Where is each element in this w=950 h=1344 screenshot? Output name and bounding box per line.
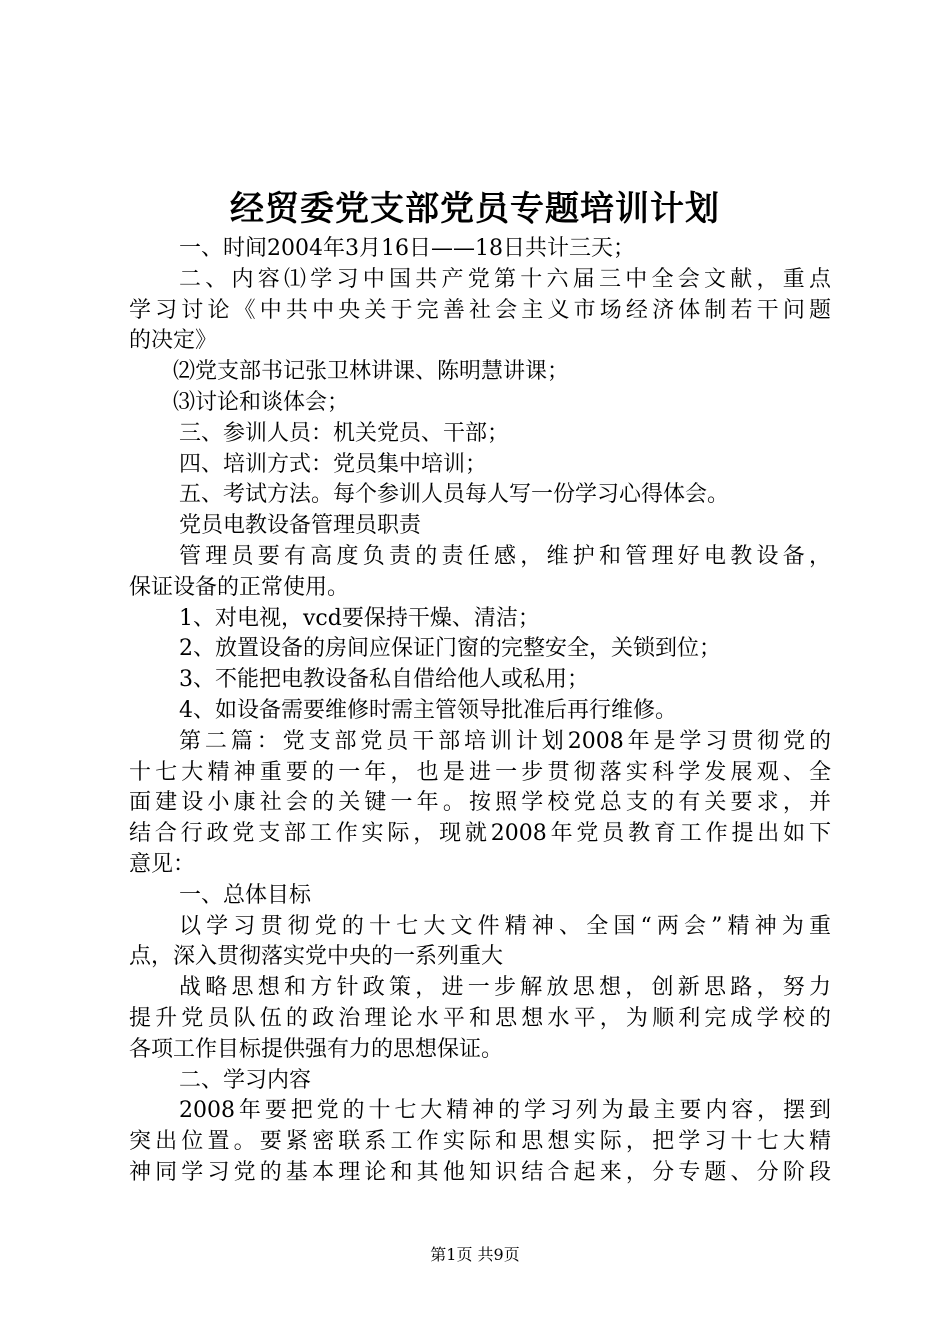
document-body [129, 234, 831, 1189]
text-line: 1、对电视，vcd要保持干燥、清洁； [179, 605, 540, 631]
text-line: 战略思想和方针政策，进一步解放思想，创新思路，努力 [179, 975, 831, 1001]
text-line: 二、学习内容 [179, 1067, 312, 1093]
text-line: 管理员要有高度负责的责任感，维护和管理好电教设备， [179, 543, 831, 569]
text-line: 二、内容⑴学习中国共产党第十六届三中全会文献，重点 [179, 266, 831, 292]
text-line: 突出位置。要紧密联系工作实际和思想实际，把学习十七大精 [129, 1129, 831, 1155]
text-line: 点，深入贯彻落实党中央的一系列重大 [129, 944, 504, 970]
text-line: 一、时间2004年3月16日——18日共计三天； [179, 236, 635, 261]
page-title: 经贸委党支部党员专题培训计划 [230, 189, 720, 229]
text-line: 的决定》 [129, 328, 218, 354]
text-line: 神同学习党的基本理论和其他知识结合起来，分专题、分阶段 [129, 1159, 831, 1185]
text-line: 三、参训人员：机关党员、干部； [179, 420, 510, 446]
text-line: 学习讨论《中共中央关于完善社会主义市场经济体制若干问题 [129, 297, 831, 323]
text-line: 以学习贯彻党的十七大文件精神、全国“两会”精神为重 [179, 913, 831, 939]
page-footer: 第1页 共9页 [430, 1245, 520, 1264]
text-line: 2008年要把党的十七大精神的学习列为最主要内容，摆到 [179, 1098, 831, 1124]
text-line: 保证设备的正常使用。 [129, 574, 350, 600]
text-line: 十七大精神重要的一年，也是进一步贯彻落实科学发展观、全 [129, 759, 831, 785]
text-line: 意见： [129, 851, 196, 877]
text-line: 面建设小康社会的关键一年。按照学校党总支的有关要求，并 [129, 790, 831, 816]
text-line: 一、总体目标 [179, 882, 312, 908]
text-line: 党员电教设备管理员职责 [179, 513, 422, 539]
text-line: 2、放置设备的房间应保证门窗的完整安全，关锁到位； [179, 636, 721, 662]
text-line: 四、培训方式：党员集中培训； [179, 451, 488, 477]
text-line: 五、考试方法。每个参训人员每人写一份学习心得体会。 [179, 482, 730, 508]
text-line: 各项工作目标提供强有力的思想保证。 [129, 1036, 504, 1062]
text-line: 4、如设备需要维修时需主管领导批准后再行维修。 [179, 697, 677, 723]
text-line: 3、不能把电教设备私自借给他人或私用； [179, 667, 589, 693]
text-line: 结合行政党支部工作实际，现就2008年党员教育工作提出如下 [129, 821, 831, 847]
text-line: 提升党员队伍的政治理论水平和思想水平，为顺利完成学校的 [129, 1005, 831, 1031]
text-line: ⑵党支部书记张卫林讲课、陈明慧讲课； [173, 359, 570, 385]
text-line: ⑶讨论和谈体会； [173, 389, 350, 415]
text-line: 第二篇：党支部党员干部培训计划2008年是学习贯彻党的 [179, 728, 831, 754]
